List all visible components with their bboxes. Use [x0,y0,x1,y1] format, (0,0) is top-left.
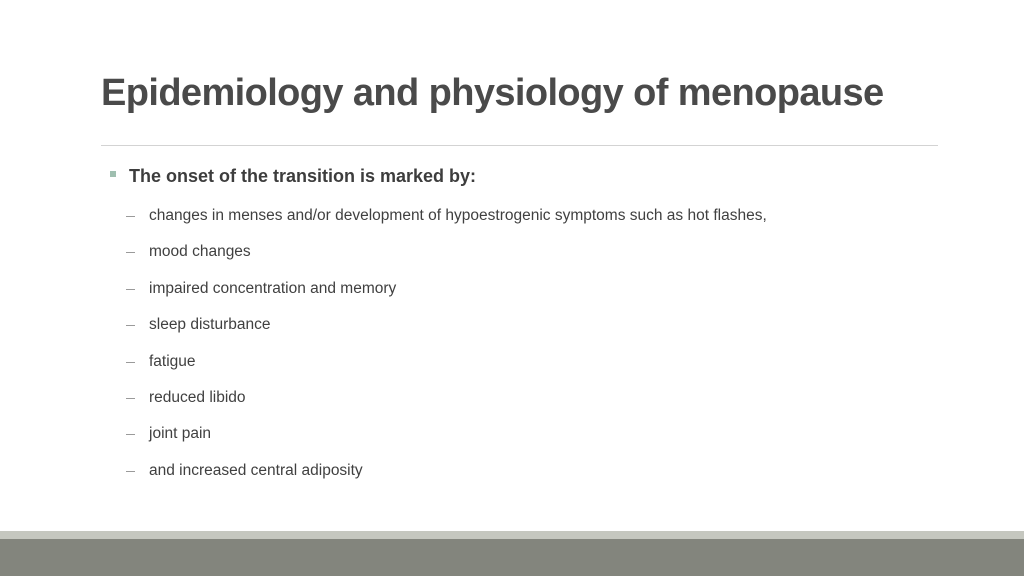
sub-bullet-item [126,277,767,313]
sub-bullet-text: sleep disturbance [149,316,271,334]
sub-bullet-text: changes in menses and/or development of hypoestrogenic symptoms such as hot flashes, [149,207,767,224]
main-bullet [110,166,476,187]
dash-icon [126,216,135,217]
sub-bullet-item [126,240,767,276]
dash-icon [126,398,135,399]
footer-band-light [0,531,1024,539]
sub-bullet-list [126,204,767,495]
dash-icon [126,434,135,435]
sub-bullet-text: and increased central adiposity [149,461,363,479]
sub-bullet-item [126,204,767,240]
dash-icon [126,362,135,363]
sub-bullet-text: fatigue [149,352,196,370]
dash-icon [126,289,135,290]
sub-bullet-text: impaired concentration and memory [149,279,397,297]
sub-bullet-item [126,459,767,495]
dash-icon [126,471,135,472]
dash-icon [126,252,135,253]
footer-band-dark [0,539,1024,576]
sub-bullet-text: mood changes [149,243,251,261]
slide-title: Epidemiology and physiology of menopause [101,72,884,114]
sub-bullet-text: joint pain [149,425,212,443]
main-bullet-text: The onset of the transition is marked by: [129,166,477,186]
sub-bullet-text: reduced libido [149,388,246,406]
sub-bullet-item [126,313,767,349]
sub-bullet-item [126,422,767,458]
sub-bullet-item [126,386,767,422]
square-bullet-icon [110,171,116,177]
dash-icon [126,325,135,326]
title-divider [101,145,938,146]
sub-bullet-item [126,350,767,386]
